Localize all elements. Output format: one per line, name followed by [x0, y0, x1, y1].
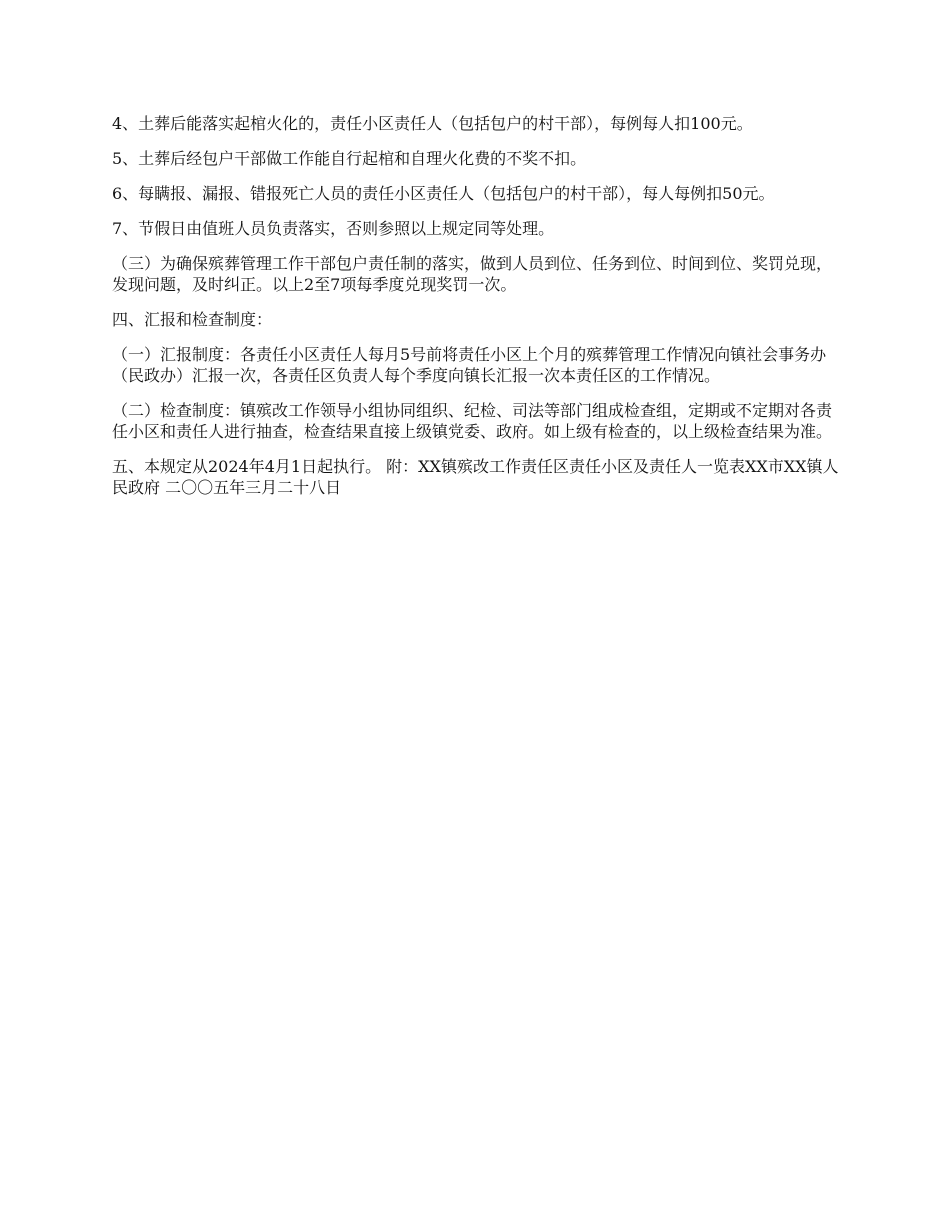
- paragraph-item-5-no-reward-no-penalty: 5、土葬后经包户干部做工作能自行起棺和自理火化费的不奖不扣。: [112, 149, 587, 168]
- paragraph-section-3-responsibility: （三）为确保殡葬管理工作干部包户责任制的落实，做到人员到位、任务到位、时间到位、奖罚兑现，发现问题，及时纠正。以上2至7项每季度兑现奖罚一次。: [112, 254, 833, 294]
- paragraph-section-5-effective-date: 五、本规定从2024年4月1日起执行。 附：XX镇殡改工作责任区责任小区及责任人一览表XX市XX镇人民政府 二〇〇五年三月二十八日: [112, 457, 839, 497]
- paragraph-inspection-system: （二）检查制度：镇殡改工作领导小组协同组织、纪检、司法等部门组成检查组，定期或不定期对各责任小区和责任人进行抽查，检查结果直接上级镇党委、政府。如上级有检查的，以上级检查结果为准。: [112, 401, 833, 441]
- paragraph-item-4-burial-penalty: 4、土葬后能落实起棺火化的，责任小区责任人（包括包户的村干部），每例每人扣100元。: [112, 114, 753, 133]
- paragraph-item-6-misreport-penalty: 6、每瞒报、漏报、错报死亡人员的责任小区责任人（包括包户的村干部），每人每例扣50元。: [112, 184, 775, 203]
- document-body: [112, 113, 842, 512]
- paragraph-reporting-system: （一）汇报制度：各责任小区责任人每月5号前将责任小区上个月的殡葬管理工作情况向镇社会事务办（民政办）汇报一次，各责任区负责人每个季度向镇长汇报一次本责任区的工作情况。: [112, 345, 827, 385]
- section-heading-4-reporting-and-inspection: 四、汇报和检查制度：: [112, 310, 273, 329]
- paragraph-item-7-holiday-duty: 7、节假日由值班人员负责落实，否则参照以上规定同等处理。: [112, 219, 555, 238]
